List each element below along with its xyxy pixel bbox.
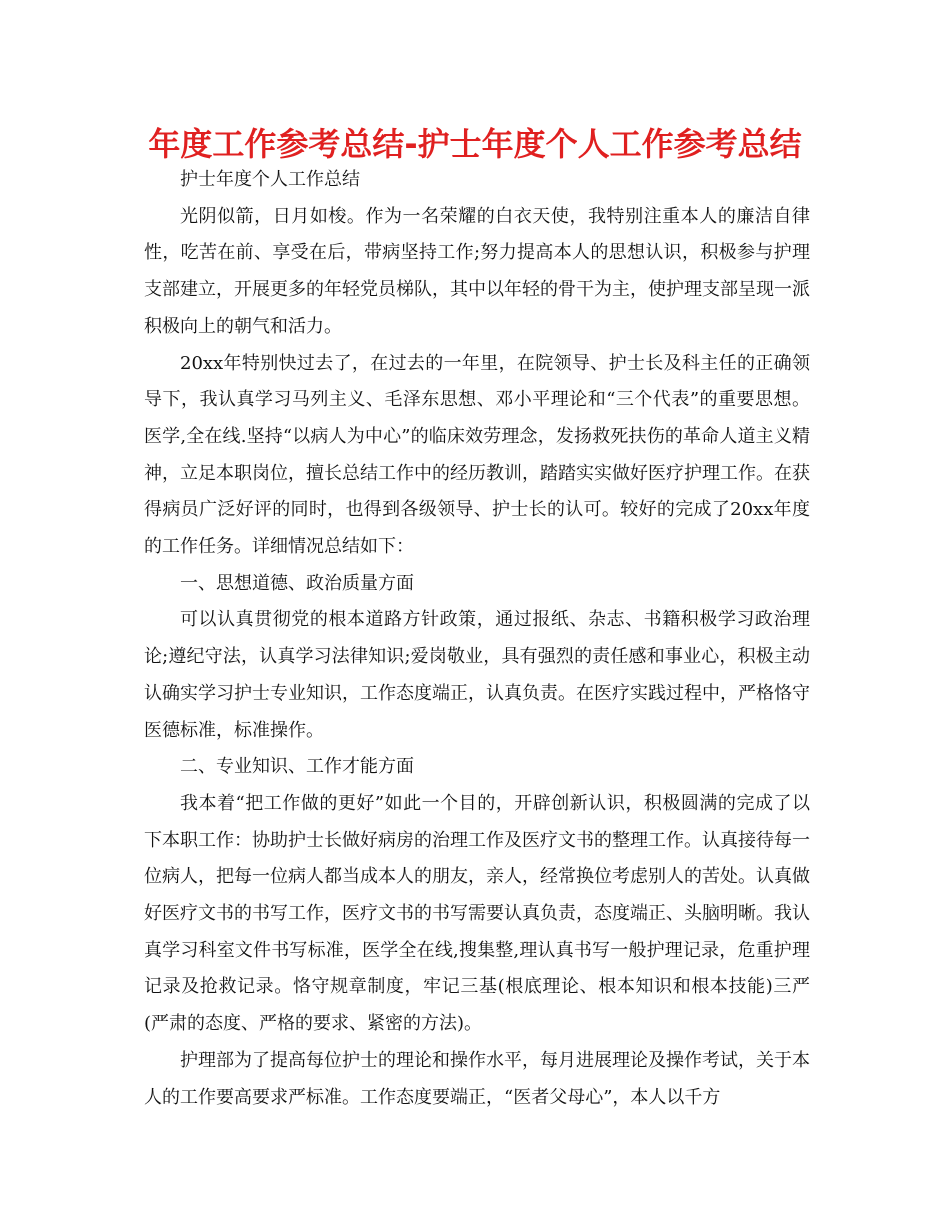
section-heading: 二、专业知识、工作才能方面 (180, 756, 414, 778)
document-title: 年度工作参考总结-护士年度个人工作参考总结 (148, 125, 802, 163)
paragraph-subtitle: 护士年度个人工作总结 (180, 169, 360, 190)
paragraph: 我本着“把工作做的更好”如此一个目的，开辟创新认识，积极圆满的完成了以下本职工作：协助护士长做好病房的治理工作及医疗文书的整理工作。认真接待每一位病人，把每一位病人都当成本人的朋友，亲人，经常换位考虑别人的苦处。认真做好医疗文书的书写工作，医疗文书的书写需要认真负责，态度端正、头脑明晰。我认真学习科室文件书写标准，医学全在线,搜集整,理认真书写一般护理记录，危重护理记录及抢救记录。恪守规章制度，牢记三基(根底理论、根本知识和根本技能)三严(严肃的态度、严格的要求、紧密的方法)。 (144, 792, 810, 1035)
paragraph: 护理部为了提高每位护士的理论和操作水平，每月进展理论及操作考试，关于本人的工作要高要求严标准。工作态度要端正，“医者父母心”，本人以千方 (144, 1049, 810, 1108)
paragraph: 20xx年特别快过去了，在过去的一年里，在院领导、护士长及科主任的正确领导下，我认真学习马列主义、毛泽东思想、邓小平理论和“三个代表”的重要思想。医学,全在线.坚持“以病人为中心”的临床效劳理念，发扬救死扶伤的革命人道主义精神，立足本职岗位，擅长总结工作中的经历教训，踏踏实实做好医疗护理工作。在获得病员广泛好评的同时，也得到各级领导、护士长的认可。较好的完成了20xx年度的工作任务。详细情况总结如下： (144, 352, 810, 558)
paragraph: 可以认真贯彻党的根本道路方针政策，通过报纸、杂志、书籍积极学习政治理论;遵纪守法，认真学习法律知识;爱岗敬业，具有强烈的责任感和事业心，积极主动认确实学习护士专业知识，工作态度端正，认真负责。在医疗实践过程中，严格恪守医德标准，标准操作。 (144, 609, 810, 741)
section-heading: 一、思想道德、政治质量方面 (180, 572, 414, 594)
document-body (144, 162, 810, 1116)
paragraph: 光阴似箭，日月如梭。作为一名荣耀的白衣天使，我特别注重本人的廉洁自律性，吃苦在前、享受在后，带病坚持工作;努力提高本人的思想认识，积极参与护理支部建立，开展更多的年轻党员梯队，其中以年轻的骨干为主，使护理支部呈现一派积极向上的朝气和活力。 (144, 205, 810, 337)
